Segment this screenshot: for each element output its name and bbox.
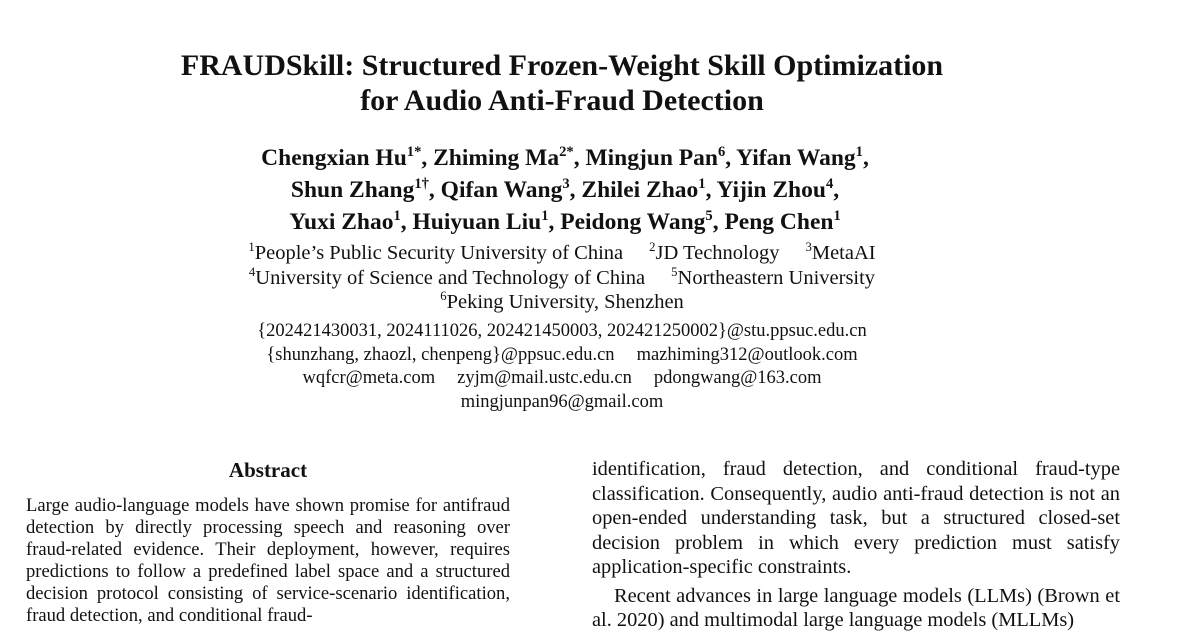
email-address[interactable]: mazhiming312@outlook.com: [636, 344, 858, 365]
author: [261, 145, 421, 171]
author-name: Qifan Wang: [440, 177, 563, 203]
author-name: Mingjun Pan: [585, 145, 718, 171]
author: [585, 145, 725, 171]
author: [441, 177, 570, 203]
author-name: Zhiming Ma: [433, 145, 560, 171]
email-line: [0, 320, 1124, 344]
author-affiliation-mark: 1*: [406, 143, 422, 160]
right-column-paragraph-1: identification, fraud detection, and conditional fraud-type classification. Consequently, audio anti-fraud detection is not an open-ended understanding task, but a structured closed-set decision problem in which every prediction must satisfy application-specific constraints.: [592, 458, 1120, 578]
author-affiliation-mark: 1: [833, 207, 841, 224]
author-name: Huiyuan Liu: [412, 209, 542, 235]
affiliation-line: [0, 290, 1124, 315]
email-address[interactable]: {202421430031, 2024111026, 202421450003, 202421250002}@stu.ppsuc.edu.cn: [257, 321, 867, 341]
author-line: Chengxian $Hu^{1*}$, Zhiming $Ma^{2*}$, Mingjun Pan$^6$, Yifan Wang$^1$,: [261, 143, 869, 171]
author-name: Shun Zhang: [290, 177, 415, 203]
author-affiliation-mark: 2*: [559, 143, 574, 160]
author-name: Peng Chen: [724, 209, 834, 235]
paper-title: [0, 48, 1124, 118]
email-address[interactable]: mingjunpan96@gmail.com: [460, 391, 664, 412]
author: [291, 177, 429, 203]
author-name: Zhilei Zhao: [581, 177, 699, 203]
author-list: [0, 142, 1130, 238]
affiliation-name: Peking University, Shenzhen: [446, 291, 684, 313]
author-affiliation-mark: 1†: [414, 175, 429, 192]
author-name: Peidong Wang: [560, 209, 706, 235]
author-name: Yijin Zhou: [716, 177, 826, 203]
author: [716, 177, 833, 203]
affiliation-line: [0, 266, 1124, 291]
affiliation-line: [0, 241, 1124, 266]
email-address[interactable]: wqfcr@meta.com: [302, 368, 436, 388]
author-affiliation-mark: 1: [698, 175, 706, 192]
affiliation-name: MetaAI: [811, 242, 876, 264]
affiliation-number: 2: [649, 240, 656, 255]
email-line: [0, 367, 1124, 391]
affiliation-number: 4: [248, 264, 256, 279]
title-line-2: for Audio Anti-Fraud Detection: [360, 84, 764, 117]
affiliation-name: JD Technology: [655, 242, 780, 264]
affiliation-number: 1: [248, 240, 255, 255]
affiliation-name: Northeastern University: [677, 266, 876, 289]
author-affiliation-mark: 1: [541, 207, 549, 224]
author-line: Yuxi Zhao$^1$, Huiyuan Liu$^1$, Peidong Wang$^5$, Peng Chen$^1$: [289, 207, 841, 235]
affiliation-list: [0, 241, 1124, 315]
affiliation: [248, 264, 646, 289]
abstract-heading: Abstract: [228, 458, 308, 482]
author: [433, 145, 574, 171]
affiliation-name: University of Science and Technology of China: [255, 266, 646, 289]
email-list: [0, 320, 1124, 414]
email-address[interactable]: zyjm@mail.ustc.edu.cn: [457, 368, 632, 388]
affiliation-name: People’s Public Security University of China: [254, 242, 624, 264]
author-affiliation-mark: 3: [562, 175, 570, 192]
affiliation: [806, 242, 876, 264]
author: [413, 209, 549, 235]
author-name: Yuxi Zhao: [289, 209, 394, 235]
author-affiliation-mark: 6: [717, 143, 726, 160]
email-line: [0, 391, 1124, 415]
author-name: Yifan Wang: [736, 145, 856, 171]
author-line: Shun Zhang$^{1\dagger}$, Qifan Wang$^3$, Zhilei Zhao$^1$, Yijin Zhou$^4$,: [290, 175, 840, 203]
affiliation: [649, 242, 779, 264]
affiliation: [671, 264, 876, 289]
affiliation-number: 5: [671, 264, 678, 279]
author-affiliation-mark: 1: [855, 143, 863, 160]
affiliation-number: 3: [805, 240, 812, 255]
author: [560, 209, 712, 235]
email-address[interactable]: {shunzhang, zhaozl, chenpeng}@ppsuc.edu.cn: [266, 344, 615, 365]
right-column: [592, 457, 1120, 633]
author-affiliation-mark: 1: [393, 207, 401, 224]
author-affiliation-mark: 5: [705, 207, 713, 224]
affiliation: [248, 242, 623, 264]
title-line-1: FRAUDSkill: Structured Frozen-Weight Skill Optimization: [180, 49, 944, 82]
email-line: [0, 344, 1124, 368]
author: [289, 209, 401, 235]
author: [581, 177, 705, 203]
affiliation-number: 6: [440, 289, 447, 304]
author-affiliation-mark: 4: [825, 175, 834, 192]
author: [724, 209, 840, 235]
affiliation: [440, 291, 684, 313]
author-name: Chengxian Hu: [261, 145, 407, 171]
abstract-text: Large audio-language models have shown promise for antifraud detection by directly processing speech and reasoning over fraud-related evidence. Their deployment, however, requires predictions to follow a predefined label space and a structured decision protocol consisting of service-scenario identification, fraud detection, and conditional fraud-: [26, 495, 510, 626]
author: [736, 145, 863, 171]
email-address[interactable]: pdongwang@163.com: [653, 368, 822, 388]
right-column-paragraph-2: Recent advances in large language models (LLMs) (Brown et al. 2020) and multimodal large language models (MLLMs): [592, 584, 1120, 631]
